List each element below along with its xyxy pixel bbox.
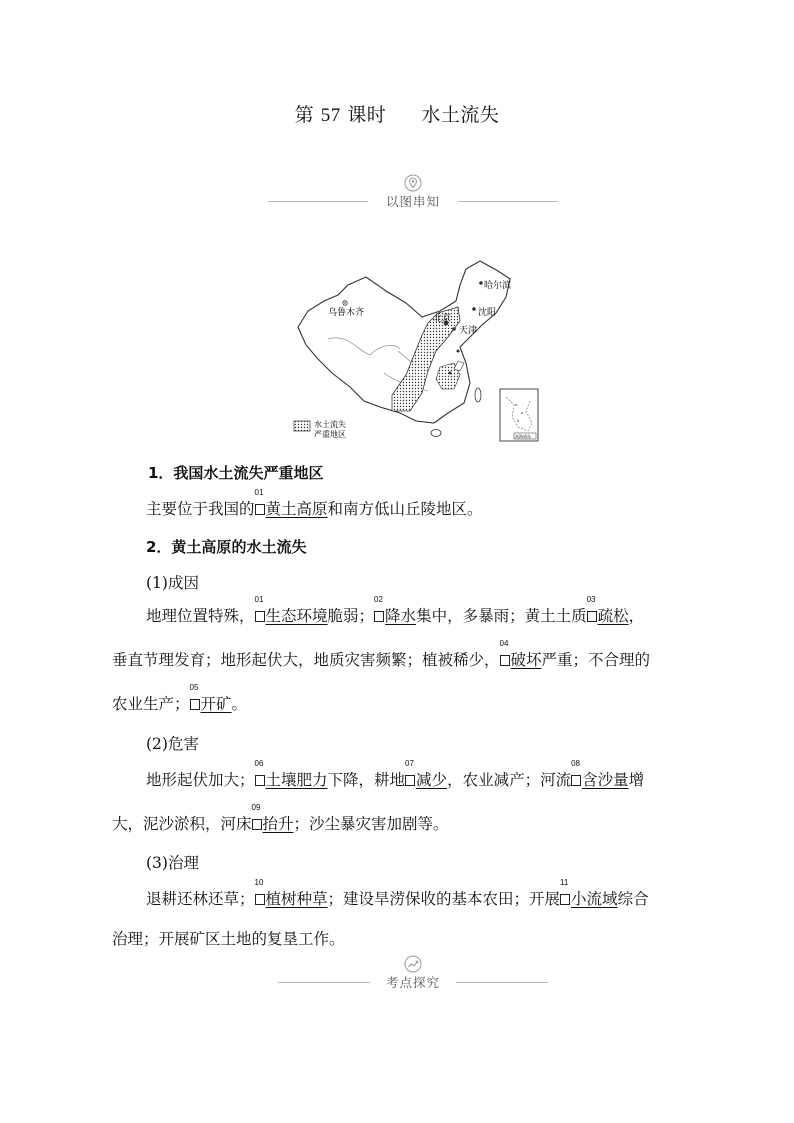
blank-11: 11 [560, 888, 571, 910]
blank-09: 09 [252, 813, 263, 835]
blank-03: 03 [587, 605, 598, 627]
cause-line3: 农业生产； 05 开矿。 [112, 683, 248, 713]
location-pin-icon [404, 174, 422, 192]
city-label-beijing: 北京 [433, 314, 452, 324]
heading-item1: 1．我国水土流失严重地区 [148, 464, 324, 482]
answer-01: 黄土高原 [265, 500, 328, 518]
legend-text-line1: 水土流失 [314, 420, 346, 429]
title-subject: 水土流失 [421, 104, 500, 126]
legend-swatch [294, 421, 310, 431]
cause-line2: 垂直节理发育；地形起伏大，地质灾害频繁；植被稀少， 04 破坏严重；不合理的 [112, 639, 651, 669]
section-label-map: 以图串知 [385, 194, 440, 209]
section-divider-map [268, 174, 558, 214]
taiwan-island [475, 388, 481, 402]
blank-02: 02 [374, 605, 385, 627]
city-label-shenyang: 沈阳 [478, 308, 497, 318]
blank-07: 07 [405, 769, 416, 791]
title-suffix: 课时 [347, 104, 387, 126]
section-divider-explore [278, 955, 548, 995]
blank-01-cause: 01 [255, 605, 266, 627]
paragraph-item1: 主要位于我国的 01 黄土高原和南方低山丘陵地区。 [146, 488, 483, 518]
china-soil-erosion-map [288, 255, 548, 445]
subheading-cause: (1)成因 [146, 574, 199, 592]
blank-01: 01 [255, 498, 266, 520]
heading-item2: 2．黄土高原的水土流失 [146, 538, 307, 556]
blank-08: 08 [571, 769, 582, 791]
lesson-title [0, 100, 794, 127]
manage-line1: 退耕还林还草； 10 植树种草；建设旱涝保收的基本农田；开展 11 小流域综合 [146, 878, 649, 908]
subheading-management: (3)治理 [146, 854, 199, 872]
harm-line1: 地形起伏加大； 06 土壤肥力下降，耕地 07 减少，农业减产；河流 08 含沙量增 [146, 759, 645, 789]
hainan-island [431, 430, 441, 437]
subheading-harm: (2)危害 [146, 735, 199, 753]
title-prefix: 第 [294, 104, 315, 126]
cause-line1: 地理位置特殊， 01 生态环境脆弱； 02 降水集中，多暴雨；黄土土质 03 疏松， [146, 595, 645, 625]
city-label-tianjin: 天津 [459, 326, 478, 336]
city-label-urumqi: 乌鲁木齐 [328, 308, 365, 318]
blank-05: 05 [190, 693, 201, 715]
legend-text-line2: 严重地区 [314, 430, 346, 439]
title-number: 57 [320, 105, 341, 126]
blank-04: 04 [500, 649, 511, 671]
city-label-harbin: 哈尔滨 [484, 281, 512, 291]
trend-chart-icon [404, 955, 422, 973]
blank-06: 06 [255, 769, 266, 791]
manage-line2: 治理；开展矿区土地的复垦工作。 [112, 930, 345, 948]
harm-line2: 大，泥沙淤积，河床 09 抬升；沙尘暴灾害加剧等。 [112, 803, 449, 833]
blank-10: 10 [255, 888, 266, 910]
section-label-explore: 考点探究 [385, 975, 440, 990]
inset-caption: 南海诸岛 [515, 434, 531, 439]
